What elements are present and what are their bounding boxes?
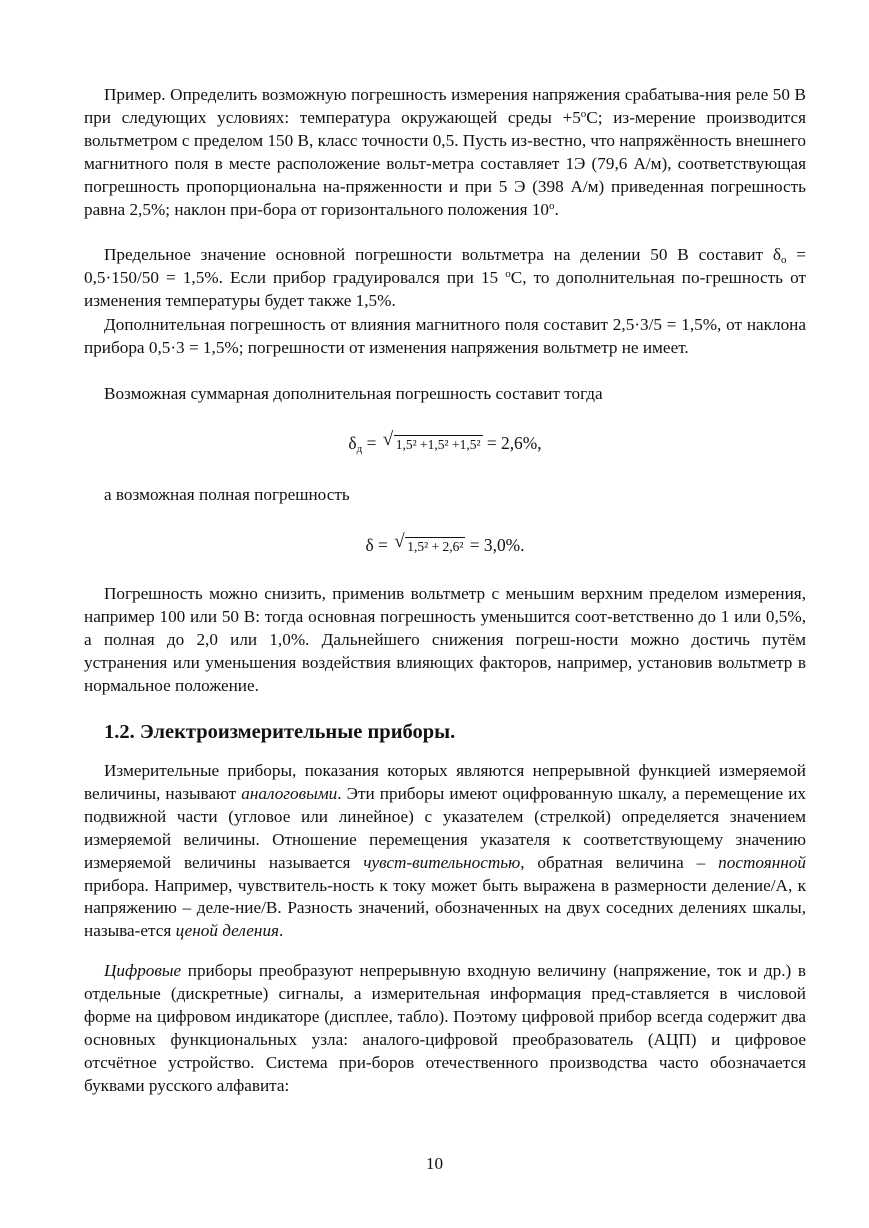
equation-additional-error xyxy=(84,429,806,455)
paragraph-error-reduction: Погрешность можно снизить, применив вольтметр с меньшим верхним пределом измерения, например 100 или 50 В: тогда основная погрешность уменьшится соот-ветственно до 1 или 0,5%, а полная до 2,0 или 1,0%. Дальнейшего снижения погреш-ности можно достичь путём устранения или уменьшения воздействия влияющих факторов, например, установив вольтметр в нормальное положение. xyxy=(84,584,806,695)
paragraph-digital-instruments xyxy=(84,960,806,1097)
radicand: 1,5² + 2,6² xyxy=(407,539,464,554)
square-root xyxy=(382,429,483,455)
text: = 0,5·150/50 = 1,5%. Если прибор градуировался при 15 xyxy=(84,245,806,287)
subscript: д xyxy=(356,443,363,455)
delta-symbol: δ xyxy=(348,433,357,453)
square-root xyxy=(394,531,465,557)
delta-symbol: δ = xyxy=(365,535,388,555)
emphasis: аналоговыми xyxy=(241,783,338,803)
text: . Эти приборы имеют оцифрованную шкалу, а перемещение их подвижной части (угловое или линейное) с указателем (стрелкой) определяется значением измеряемой величины. Отношение перемещения указателя к соответствующему значению измеряемой величины называется xyxy=(84,783,807,872)
emphasis: постоянной xyxy=(718,852,806,872)
degree-superscript: о xyxy=(505,267,511,280)
radicand: 1,5² +1,5² +1,5² xyxy=(395,437,481,452)
text: . xyxy=(279,921,284,941)
text: С, то дополнительная по-грешность от изменения температуры будет также 1,5%. xyxy=(84,267,806,310)
degree-superscript: o xyxy=(580,107,587,120)
section-heading: 1.2. Электроизмерительные приборы. xyxy=(104,721,456,743)
equation-total-error xyxy=(84,531,806,557)
text: Измерительные приборы, показания которых являются непрерывной функцией измеряемой величины, называют xyxy=(84,761,806,803)
degree-superscript: o xyxy=(549,199,555,212)
emphasis: чувст-вительностью xyxy=(363,852,521,872)
paragraph-total-error-intro: а возможная полная погрешность xyxy=(104,485,350,504)
equation-result: = 2,6%, xyxy=(486,433,542,453)
paragraph-total-additional-intro: Возможная суммарная дополнительная погрешность составит тогда xyxy=(104,384,603,403)
radical-sign-icon: √ xyxy=(394,531,405,552)
text: приборы преобразуют непрерывную входную величину (напряжение, ток и др.) в отдельные (дискретные) сигналы, а измерительная информация пред-ставляется в числовой форме на цифровом индикаторе (дисплее, табло). Поэтому цифровой прибор всегда содержит два основных функциональных узла: аналого-цифровой преобразователь (АЦП) и цифровое отсчётное устройство. Система при-боров отечественного производства часто обозначается буквами русского алфавита: xyxy=(84,961,806,1095)
emphasis: ценой деления xyxy=(175,921,280,941)
text: С; из-мерение производится вольтметром с пределом 150 В, класс точности 0,5. Пусть из-вестно, что напряжённость внешнего магнитного поля в месте расположение вольт-метра составляет 1Э (79,6 А/м), соответствующая погрешность пропорциональна на-пряженности и при 5 Э (398 А/м) приведенная погрешность равна 2,5%; наклон при-бора от горизонтального положения 10 xyxy=(84,107,806,219)
paragraph-basic-error xyxy=(84,244,806,313)
emphasis: Цифровые xyxy=(104,961,182,980)
radical-sign-icon: √ xyxy=(382,429,394,450)
text: прибора. Например, чувствитель-ность к току может быть выражена в размерности деление/А, к напряжению – деле-ние/В. Разность значений, обозначенных на двух соседних делениях шкалы, называ-ется xyxy=(84,875,806,941)
equation-result: = 3,0%. xyxy=(469,535,525,555)
text: Предельное значение основной погрешности вольтметра на делении 50 В составит δ xyxy=(104,245,781,264)
paragraph-example-statement xyxy=(84,84,806,221)
text: . xyxy=(554,199,559,219)
paragraph-analog-instruments xyxy=(84,760,806,943)
text: , обратная величина – xyxy=(520,852,719,872)
page-number: 10 xyxy=(425,1154,444,1173)
text: Пример. Определить возможную погрешность измерения напряжения срабатыва-ния реле 50 В при следующих условиях: температура окружающей среды +5 xyxy=(84,85,806,127)
subscript: о xyxy=(780,254,787,266)
paragraph-additional-errors: Дополнительная погрешность от влияния магнитного поля составит 2,5·3/5 = 1,5%, от наклона прибора 0,5·3 = 1,5%; погрешности от изменения напряжения вольтметр не имеет. xyxy=(84,315,806,357)
equals-sign: = xyxy=(366,433,377,453)
